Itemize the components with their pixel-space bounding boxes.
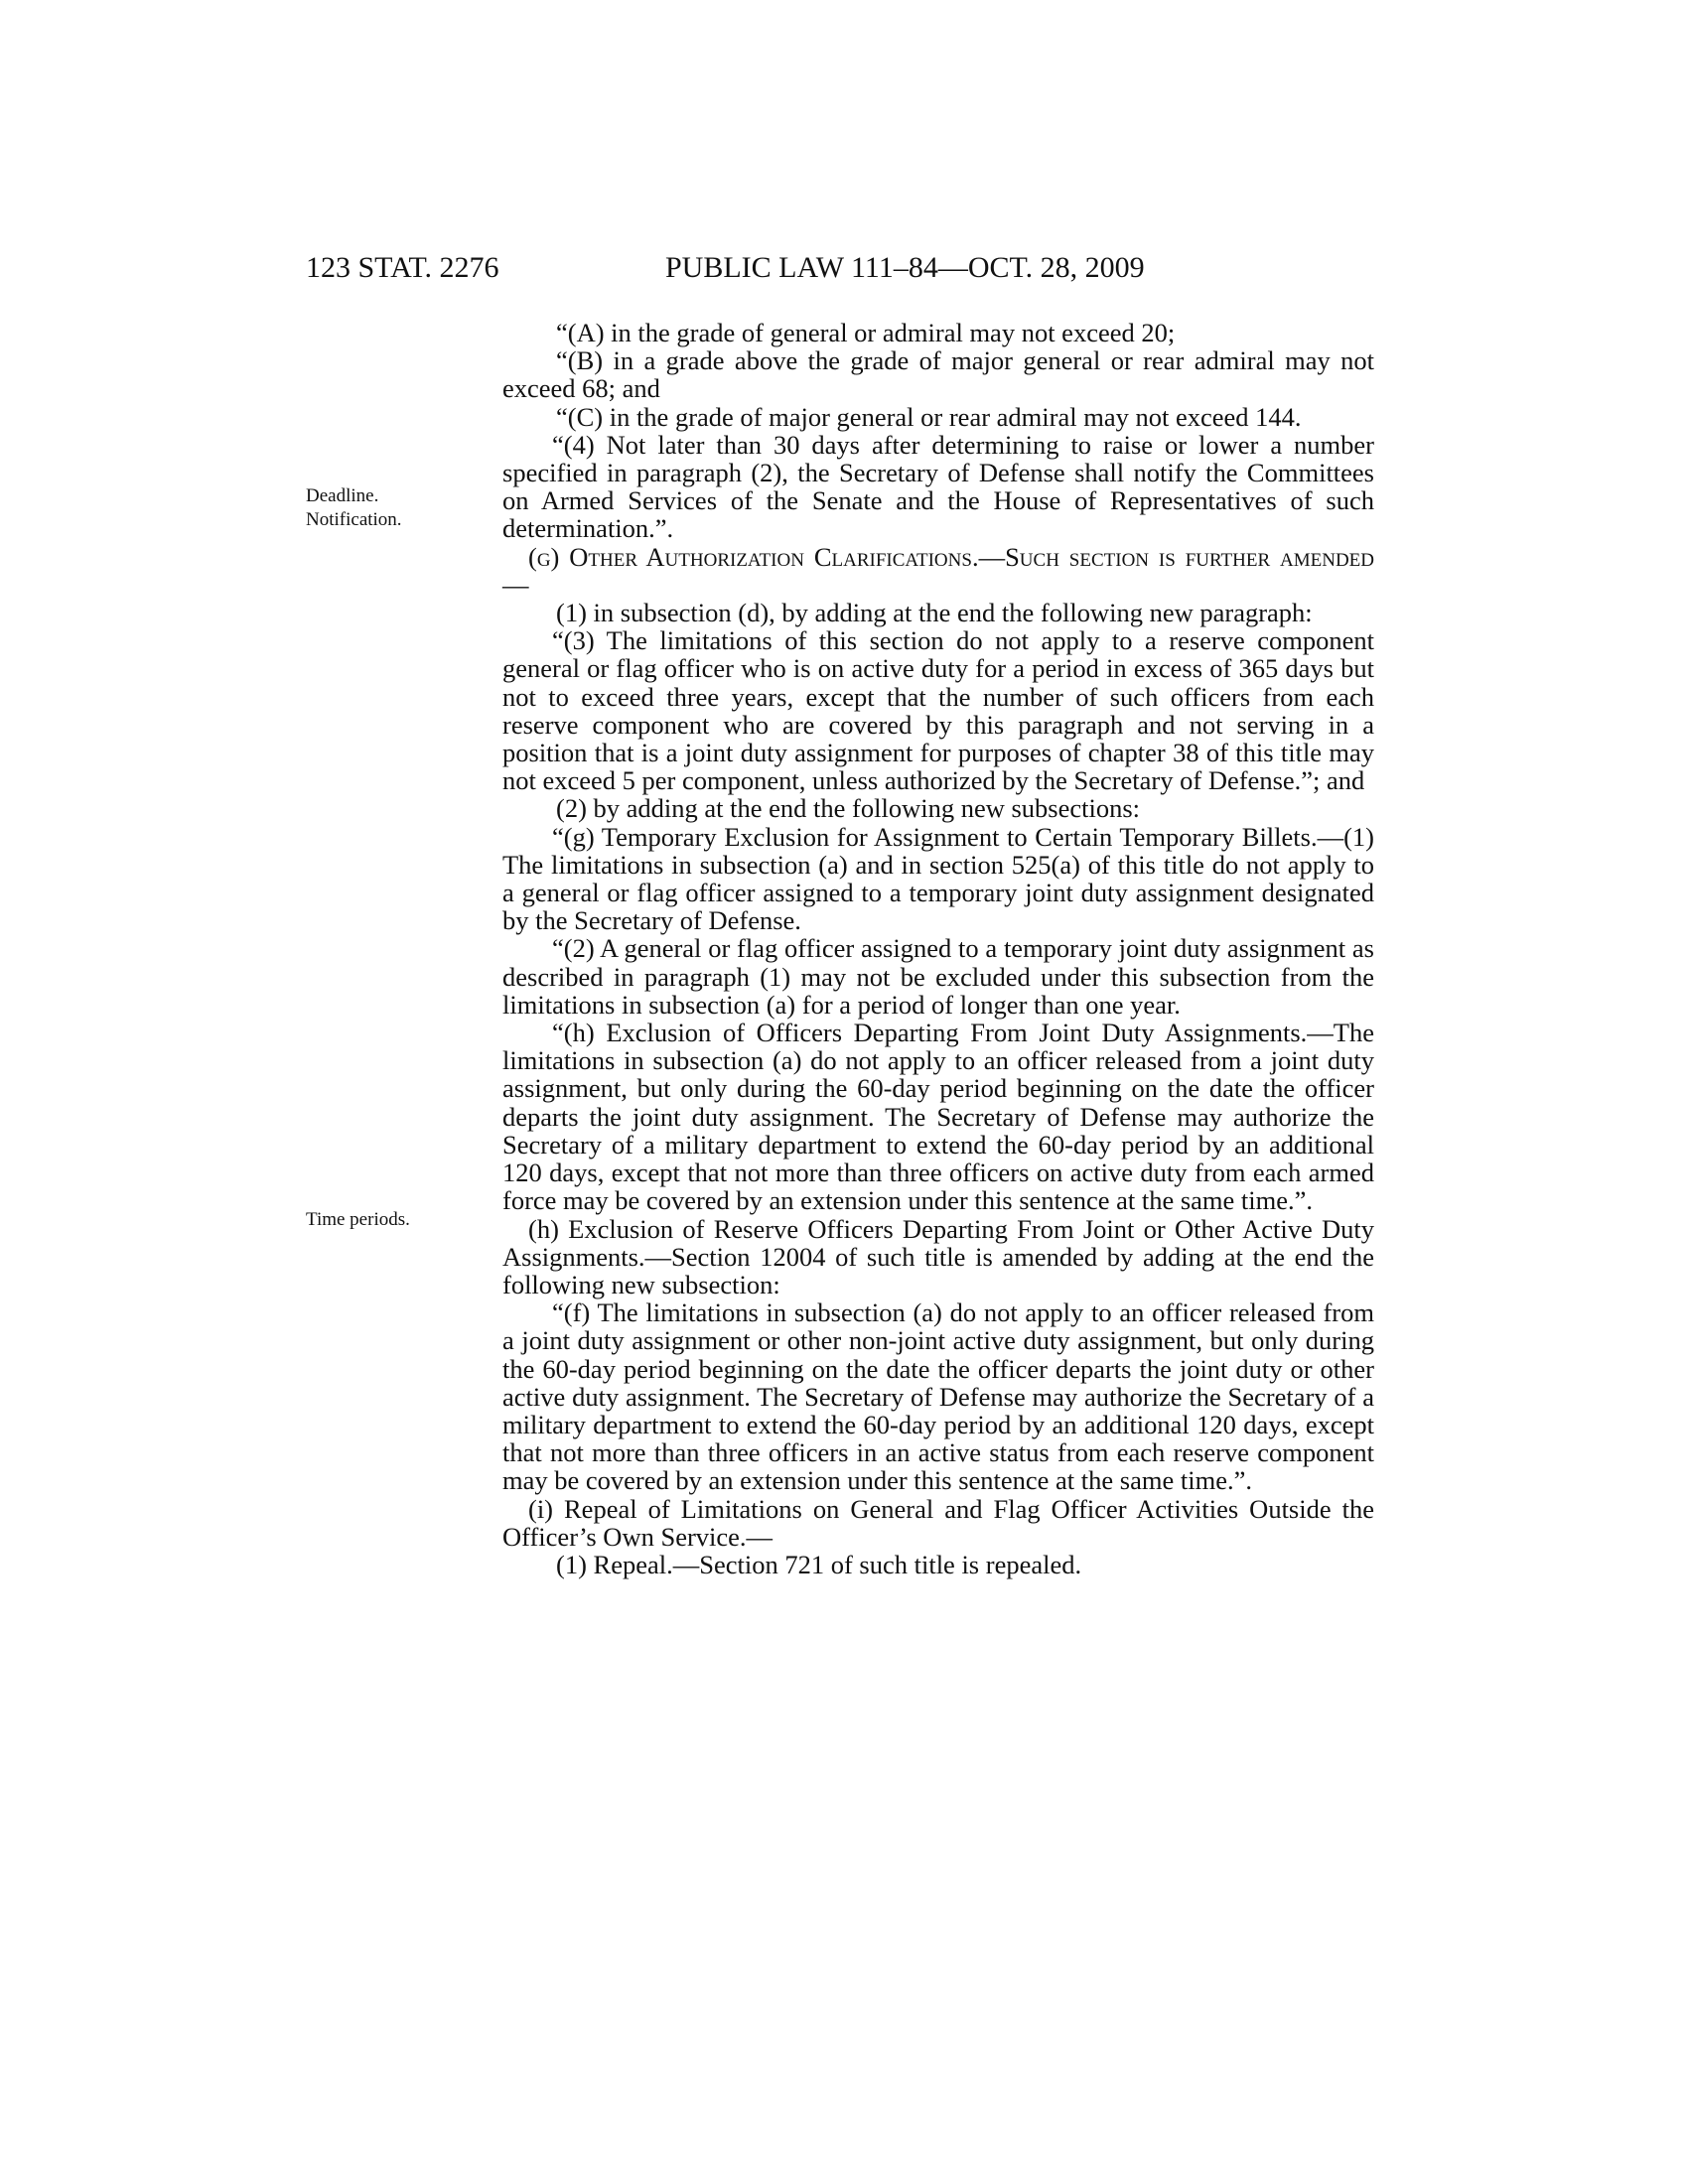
- margin-note-deadline-text: Deadline.: [306, 485, 379, 506]
- subsection-h-officers: “(h) Exclusion of Officers Departing From Joint Duty Assignments.—The limitations in subsection (a) do not apply to an officer released from a joint duty assignment, but only during the 60-day period beginning on the date the officer departs the joint duty assignment. The Secretary of Defense may authorize the Secretary of a military department to extend the 60-day period by an additional 120 days, except that not more than three officers on active duty from each armed force may be covered by an extension under this sentence at the same time.”.: [502, 1018, 1374, 1216]
- public-law-title: PUBLIC LAW 111–84—OCT. 28, 2009: [665, 251, 1145, 284]
- margin-note-deadline: [306, 484, 455, 532]
- subsection-f: “(f) The limitations in subsection (a) do not apply to an officer released from a joint duty assignment or other non-joint active duty assignment, but only during the 60-day period beginning on the date the officer departs the joint duty or other active duty assignment. The Secretary of Defense may authorize the Secretary of a military department to extend the 60-day period by an additional 120 days, except that not more than three officers in an active status from each reserve component may be covered by an extension under this sentence at the same time.”.: [502, 1297, 1374, 1496]
- section-h-heading: (h) Exclusion of Reserve Officers Departing From Joint or Other Active Duty Assignments.—Section 12004 of such title is amended by adding at the end the following new subsection:: [502, 1213, 1374, 1299]
- section-i-heading: (i) Repeal of Limitations on General and Flag Officer Activities Outside the Officer’s Own Service.—: [502, 1493, 1374, 1552]
- margin-note-time-periods: [306, 1208, 455, 1232]
- subsection-g-2: “(2) A general or flag officer assigned to a temporary joint duty assignment as described in paragraph (1) may not be excluded under this subsection from the limitations in subsection (a) for a period of longer than one year.: [502, 933, 1374, 1020]
- subsection-g-temporary: “(g) Temporary Exclusion for Assignment to Certain Temporary Billets.—(1) The limitations in subsection (a) and in section 525(a) of this title do not apply to a general or flag officer assigned to a temporary joint duty assignment designated by the Secretary of Defense.: [502, 821, 1374, 936]
- para-C: “(C) in the grade of major general or rear admiral may not exceed 144.: [556, 401, 1302, 432]
- para-4: “(4) Not later than 30 days after determining to raise or lower a number specified in paragraph (2), the Secretary of Defense shall notify the Committees on Armed Services of the Senate and the House of Representatives of such determination.”.: [502, 429, 1374, 544]
- para-A: “(A) in the grade of general or admiral may not exceed 20;: [556, 318, 1176, 347]
- margin-note-notification-text: Notification.: [306, 509, 402, 530]
- margin-note-time-periods-text: Time periods.: [306, 1209, 410, 1230]
- para-g-1-3: “(3) The limitations of this section do not apply to a reserve component general or flag officer who is on active duty for a period in excess of 365 days but not to exceed three years, except that the number of such officers from each reserve component who are covered by this paragraph and not serving in a position that is a joint duty assignment for purposes of chapter 38 of this title may not exceed 5 per component, unless authorized by the Secretary of Defense.”; and: [502, 625, 1374, 796]
- para-i-1-repeal: (1) Repeal.—Section 721 of such title is repealed.: [556, 1549, 1082, 1579]
- running-header: [306, 248, 1370, 288]
- para-B: “(B) in a grade above the grade of major general or rear admiral may not exceed 68; and: [502, 345, 1374, 404]
- statute-body: [502, 319, 1374, 1578]
- section-g-heading: (g) Other Authorization Clarifications.—Such section is further amended—: [502, 541, 1374, 600]
- para-g-2: (2) by adding at the end the following new subsections:: [556, 793, 1141, 824]
- para-g-1: (1) in subsection (d), by adding at the end the following new paragraph:: [556, 598, 1313, 628]
- stat-citation: 123 STAT. 2276: [306, 251, 499, 284]
